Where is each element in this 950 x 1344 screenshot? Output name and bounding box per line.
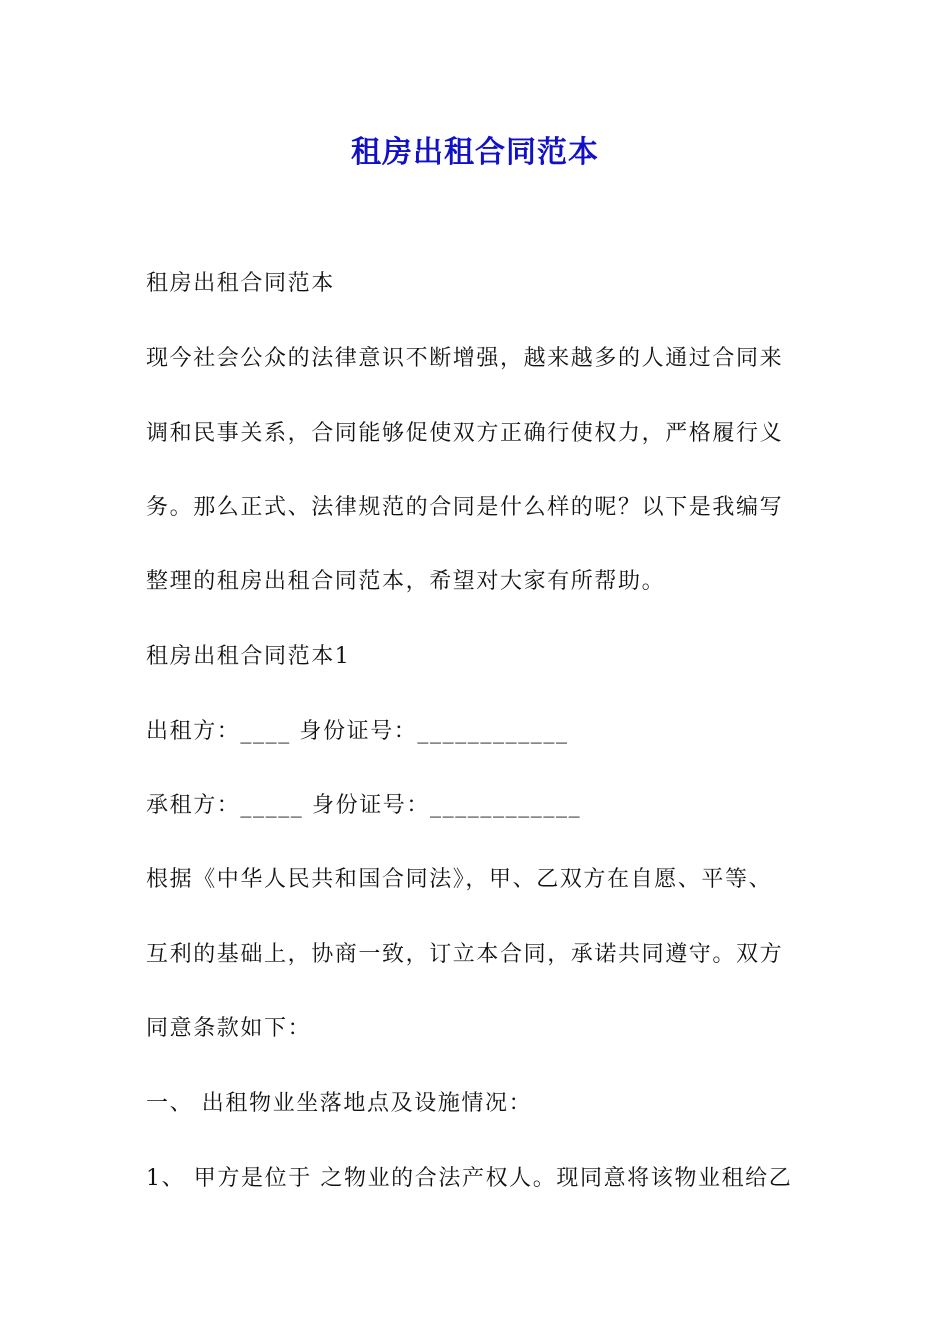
paragraph-line: 务。那么正式、法律规范的合同是什么样的呢？以下是我编写 [146, 495, 784, 520]
paragraph-line: 根据《中华人民共和国合同法》，甲、乙双方在自愿、平等、 [146, 867, 773, 892]
section-heading: 租房出租合同范本1 [146, 644, 351, 669]
paragraph-line: 互利的基础上，协商一致，订立本合同，承诺共同遵守。双方 [146, 942, 784, 967]
clause-item: 1、 甲方是位于 之物业的合法产权人。现同意将该物业租给乙 [146, 1166, 793, 1191]
paragraph-line: 同意条款如下： [146, 1016, 312, 1041]
lessee-line: 承租方：_____ 身份证号：____________ [146, 793, 582, 818]
lessor-line: 出租方：____ 身份证号：____________ [146, 719, 569, 744]
subtitle-line: 租房出租合同范本 [146, 271, 335, 296]
paragraph-line: 整理的租房出租合同范本，希望对大家有所帮助。 [146, 569, 666, 594]
clause-heading: 一、 出租物业坐落地点及设施情况： [146, 1091, 533, 1116]
document-title: 租房出租合同范本 [351, 135, 599, 170]
paragraph-line: 调和民事关系，合同能够促使双方正确行使权力，严格履行义 [146, 421, 784, 446]
paragraph-line: 现今社会公众的法律意识不断增强，越来越多的人通过合同来 [146, 346, 784, 371]
